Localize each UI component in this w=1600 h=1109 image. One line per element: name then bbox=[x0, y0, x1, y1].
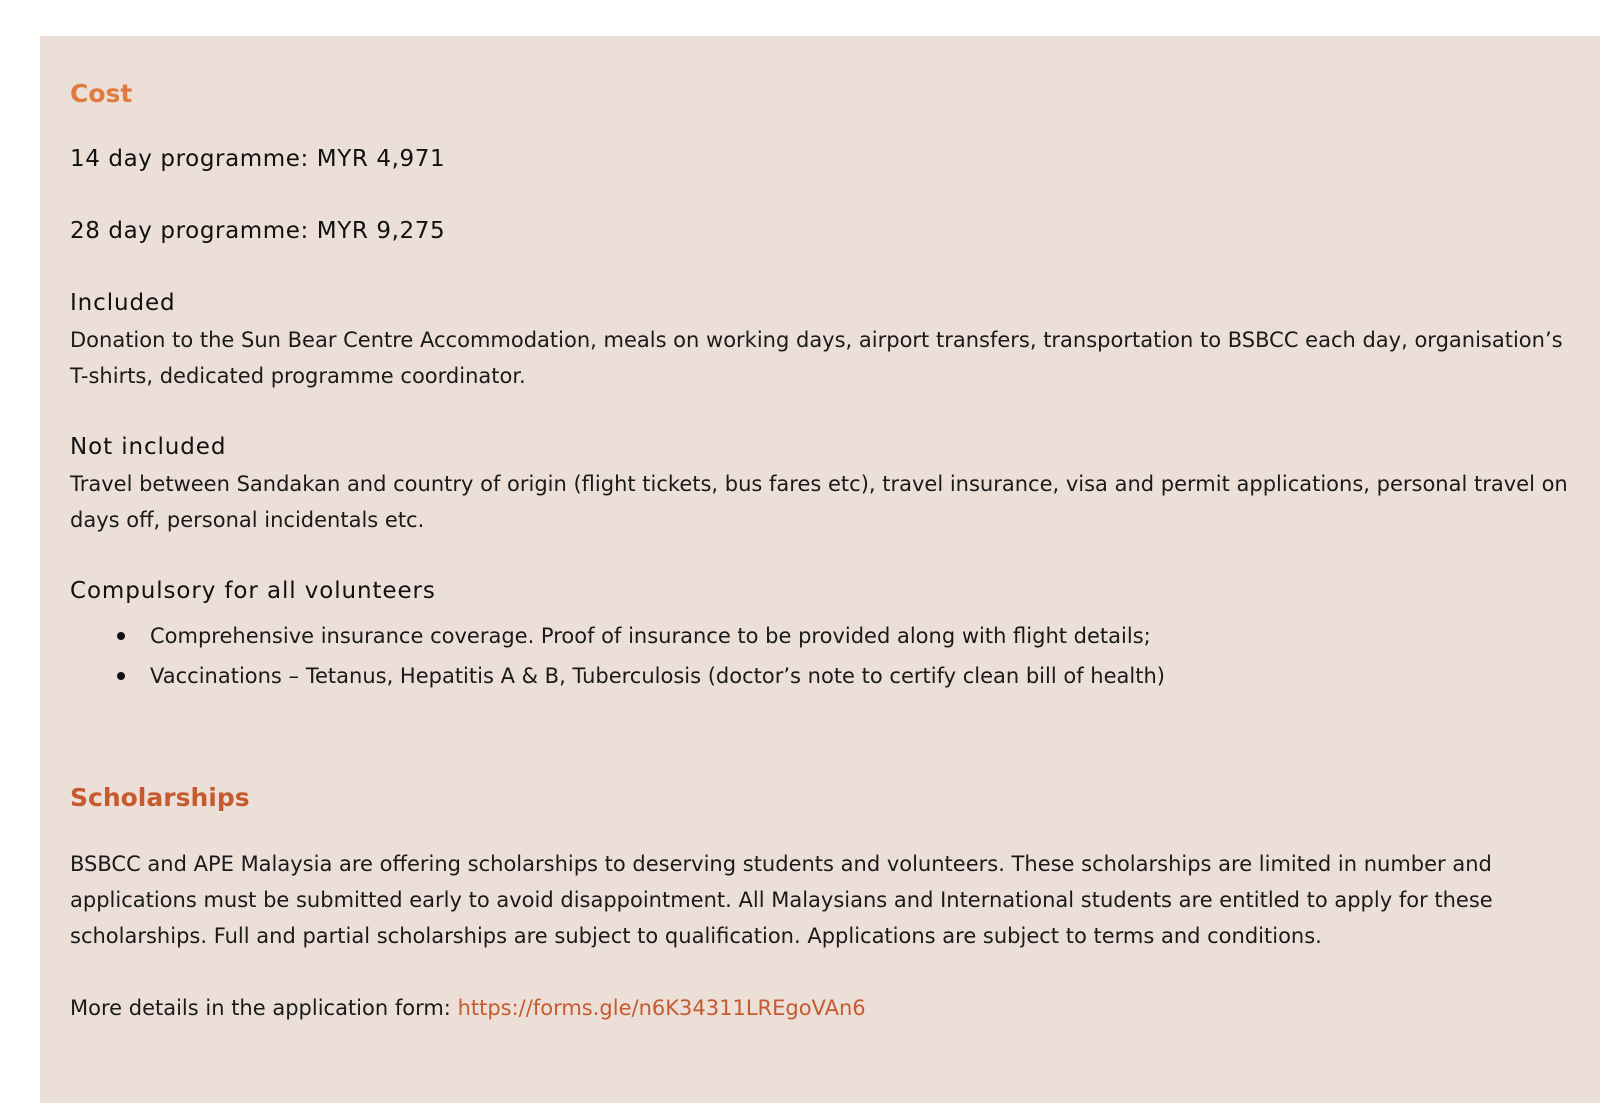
compulsory-heading: Compulsory for all volunteers bbox=[70, 578, 436, 604]
compulsory-list bbox=[70, 616, 1165, 696]
application-form-line bbox=[70, 990, 866, 1026]
scholarships-heading: Scholarships bbox=[70, 783, 250, 812]
application-form-link[interactable]: https://forms.gle/n6K34311LREgoVAn6 bbox=[457, 996, 866, 1020]
included-heading: Included bbox=[70, 290, 176, 316]
included-text: Donation to the Sun Bear Centre Accommodation, meals on working days, airport transfers, transportation to BSBCC each day, organisation’s T-shirts, dedicated programme coordinator. bbox=[70, 328, 1563, 388]
bullet-icon bbox=[117, 672, 125, 680]
application-form-label: More details in the application form: bbox=[70, 996, 458, 1020]
info-panel bbox=[40, 36, 1600, 1103]
bullet-icon bbox=[117, 632, 125, 640]
price-14-day: 14 day programme: MYR 4,971 bbox=[70, 146, 446, 172]
list-item bbox=[70, 656, 1165, 696]
not-included-heading: Not included bbox=[70, 434, 227, 460]
not-included-text: Travel between Sandakan and country of origin (flight tickets, bus fares etc), travel insurance, visa and permit applications, personal travel on days off, personal incidentals etc. bbox=[70, 472, 1568, 532]
compulsory-item-insurance: Comprehensive insurance coverage. Proof of insurance to be provided along with flight details; bbox=[150, 624, 1151, 648]
list-item bbox=[70, 616, 1165, 656]
scholarships-text: BSBCC and APE Malaysia are offering scholarships to deserving students and volunteers. These scholarships are limited in number and applications must be submitted early to avoid disappointment. All Malaysians and International students are entitled to apply for these scholarships. Full and partial scholarships are subject to qualification. Applications are subject to terms and conditions. bbox=[70, 852, 1493, 948]
price-28-day: 28 day programme: MYR 9,275 bbox=[70, 218, 446, 244]
cost-heading: Cost bbox=[70, 79, 133, 108]
compulsory-item-vaccinations: Vaccinations – Tetanus, Hepatitis A & B, Tuberculosis (doctor’s note to certify clean bill of health) bbox=[150, 664, 1165, 688]
